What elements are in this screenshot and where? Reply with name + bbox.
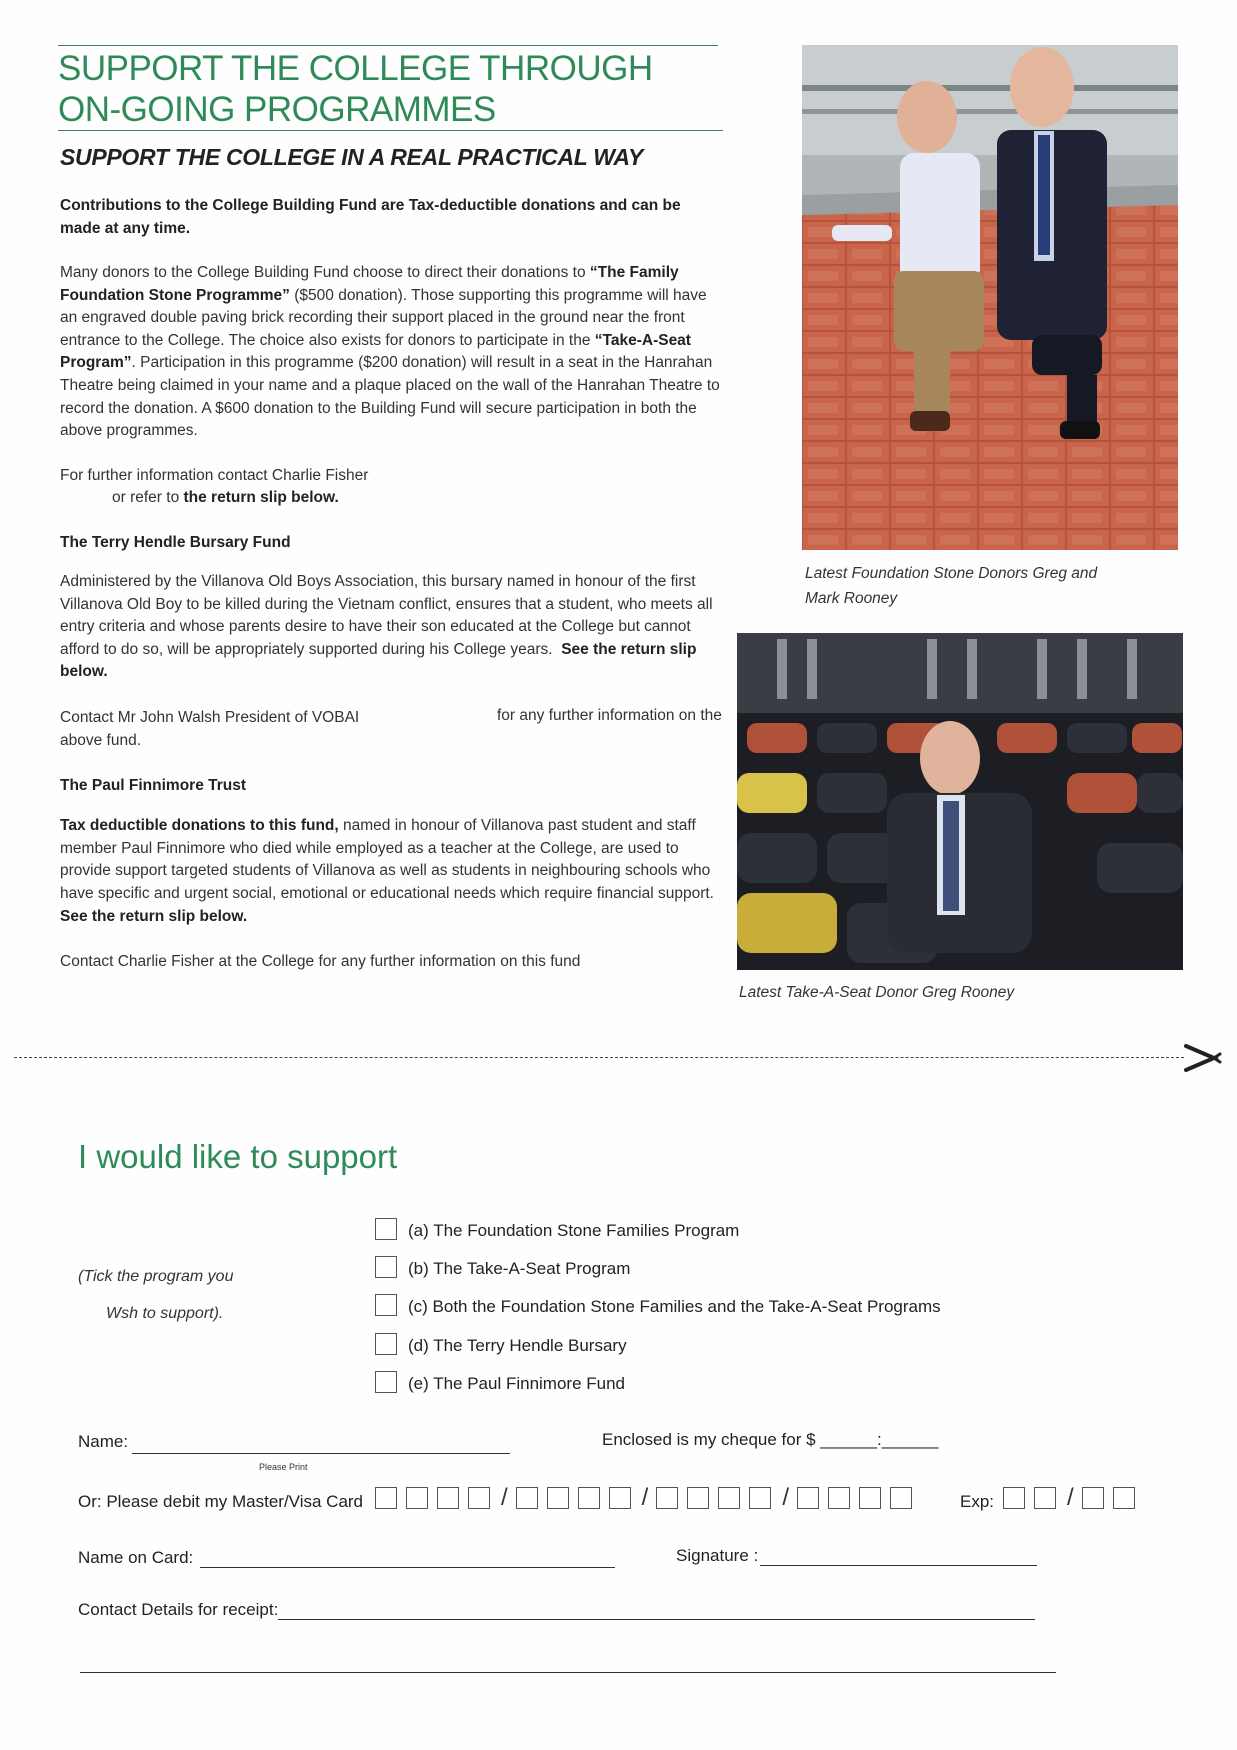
trust-contact: Contact Charlie Fisher at the College for any further information on this fund [60, 953, 581, 970]
bursary-title: The Terry Hendle Bursary Fund [60, 534, 291, 551]
card-digit-box[interactable] [718, 1487, 740, 1509]
foundation-stone-photo-art [802, 45, 1178, 550]
option-hendle-bursary[interactable] [375, 1333, 627, 1359]
building-fund-intro: Contributions to the College Building Fund are Tax-deductible donations and can be made at any time. [60, 197, 681, 237]
card-digit-box[interactable] [656, 1487, 678, 1509]
please-print-note: Please Print [259, 1462, 308, 1472]
foundation-stone-photo [802, 45, 1178, 550]
card-digit-box[interactable] [516, 1487, 538, 1509]
contact-details-field[interactable] [278, 1619, 1035, 1620]
option-b-label: (b) The Take-A-Seat Program [408, 1259, 631, 1278]
scissors-icon [1184, 1042, 1224, 1074]
bursary-body [60, 571, 722, 684]
exp-digit-box[interactable] [1082, 1487, 1104, 1509]
option-c-label: (c) Both the Foundation Stone Families and the Take-A-Seat Programs [408, 1297, 941, 1316]
card-digit-box[interactable] [687, 1487, 709, 1509]
card-digit-box[interactable] [547, 1487, 569, 1509]
option-take-a-seat[interactable] [375, 1256, 631, 1282]
signature-label: Signature : [676, 1546, 759, 1565]
take-a-seat-photo [737, 633, 1183, 970]
option-a-label: (a) The Foundation Stone Families Program [408, 1221, 740, 1240]
photo1-caption [805, 561, 1185, 611]
card-digit-box[interactable] [406, 1487, 428, 1509]
card-digit-box[interactable] [859, 1487, 881, 1509]
name-field[interactable] [132, 1453, 510, 1454]
trust-title: The Paul Finnimore Trust [60, 777, 247, 794]
bursary-see-slip: See the return slip below. [60, 640, 697, 680]
card-digit-box[interactable] [797, 1487, 819, 1509]
option-a-checkbox[interactable] [375, 1218, 397, 1240]
option-both-programs[interactable] [375, 1294, 941, 1320]
bf-family-foundation: “The Family Foundation Stone Programme” [60, 264, 679, 304]
separator-slash: / [501, 1484, 508, 1511]
option-e-label: (e) The Paul Finnimore Fund [408, 1374, 626, 1393]
option-b-checkbox[interactable] [375, 1256, 397, 1278]
bf-text-a: Many donors to the College Building Fund choose to direct their donations to [60, 264, 590, 281]
bf-text-c: ($500 donation). Those supporting this programme will have an engraved double paving brick recording their support placed in the ground near the front entrance to the College. The choice also exists for donors to participate in the [60, 286, 707, 349]
card-number-field[interactable] [375, 1486, 921, 1510]
tick-note-line1: (Tick the program you [78, 1268, 234, 1285]
bursary-contact-c: above fund. [60, 732, 142, 749]
name-on-card-field[interactable] [200, 1567, 615, 1568]
expiry-field[interactable] [1003, 1486, 1144, 1510]
option-e-checkbox[interactable] [375, 1371, 397, 1393]
bursary-contact-a: Contact Mr John Walsh President of VOBAI [60, 709, 360, 726]
card-digit-box[interactable] [749, 1487, 771, 1509]
page-subtitle: SUPPORT THE COLLEGE IN A REAL PRACTICAL WAY [60, 144, 644, 170]
separator-slash: / [641, 1484, 649, 1511]
name-label: Name: [78, 1432, 129, 1451]
bursary-body-text: Administered by the Villanova Old Boys Association, this bursary named in honour of the first Villanova Old Boy to be killed during the Vietnam conflict, ensures that a student, who meets all entry criteria and whose parents desire to have their son educated at the College but cannot afford to do so, will be appropriately supported during his College years. [60, 573, 713, 658]
bf-refer-text: or refer to [112, 489, 184, 506]
photo1-caption-line2: Mark Rooney [805, 590, 898, 607]
option-c-checkbox[interactable] [375, 1294, 397, 1316]
name-on-card-label: Name on Card: [78, 1548, 194, 1567]
trust-see-slip: See the return slip below. [60, 908, 248, 925]
card-digit-box[interactable] [609, 1487, 631, 1509]
page-title-line2: ON-GOING PROGRAMMES [58, 90, 496, 129]
building-fund-contact-line1: For further information contact Charlie Fisher [60, 467, 369, 484]
title-top-rule [58, 45, 718, 46]
building-fund-contact-line2 [112, 487, 612, 510]
cut-line [14, 1057, 1184, 1058]
photo2-caption: Latest Take-A-Seat Donor Greg Rooney [739, 984, 1015, 1001]
option-foundation-stone[interactable] [375, 1218, 740, 1244]
signature-field[interactable] [760, 1565, 1037, 1566]
contact-details-label: Contact Details for receipt: [78, 1600, 279, 1619]
bf-take-a-seat: “Take-A-Seat Program” [60, 331, 691, 372]
exp-label: Exp: [960, 1492, 995, 1511]
tick-note-line2: Wsh to support). [106, 1305, 224, 1322]
take-a-seat-photo-art [737, 633, 1183, 970]
separator-slash: / [782, 1484, 790, 1511]
card-digit-box[interactable] [468, 1487, 490, 1509]
exp-digit-box[interactable] [1034, 1487, 1056, 1509]
slip-title: I would like to support [78, 1138, 398, 1175]
option-finnimore-fund[interactable] [375, 1371, 626, 1397]
option-d-checkbox[interactable] [375, 1333, 397, 1355]
card-digit-box[interactable] [890, 1487, 912, 1509]
card-digit-box[interactable] [578, 1487, 600, 1509]
exp-digit-box[interactable] [1003, 1487, 1025, 1509]
cheque-label[interactable]: Enclosed is my cheque for $ ______:______ [602, 1430, 939, 1449]
exp-digit-box[interactable] [1113, 1487, 1135, 1509]
trust-body [60, 815, 720, 905]
separator-slash: / [1067, 1484, 1074, 1511]
debit-card-label: Or: Please debit my Master/Visa Card [78, 1492, 364, 1511]
bf-text-e: . Participation in this programme ($200 donation) will result in a seat in the Hanrahan Theatre being claimed in your name and a plaque placed on the wall of the Hanrahan Theatre to record the donation. A $600 donation to the Building Fund will secure participation in both the above programmes. [60, 354, 720, 440]
card-digit-box[interactable] [437, 1487, 459, 1509]
bf-return-slip: the return slip below. [183, 489, 339, 506]
title-bottom-rule [58, 130, 723, 131]
contact-details-field-line2[interactable] [80, 1672, 1056, 1673]
bursary-contact-b: for any further information on the [497, 707, 722, 724]
card-digit-box[interactable] [375, 1487, 397, 1509]
trust-body-bold: Tax deductible donations to this fund, [60, 817, 339, 834]
trust-body-text: named in honour of Villanova past student and staff member Paul Finnimore who died while employed as a teacher at the College, are used to provide support targeted students of Villanova as well as students in neighbouring schools who have specific and urgent social, emotional or educational needs which require financial support. [60, 817, 714, 902]
page-title [58, 48, 718, 130]
option-d-label: (d) The Terry Hendle Bursary [408, 1336, 627, 1355]
card-digit-box[interactable] [828, 1487, 850, 1509]
page-title-line1: SUPPORT THE COLLEGE THROUGH [58, 49, 653, 88]
building-fund-paragraph [60, 262, 720, 443]
photo1-caption-line1: Latest Foundation Stone Donors Greg and [805, 565, 1098, 582]
